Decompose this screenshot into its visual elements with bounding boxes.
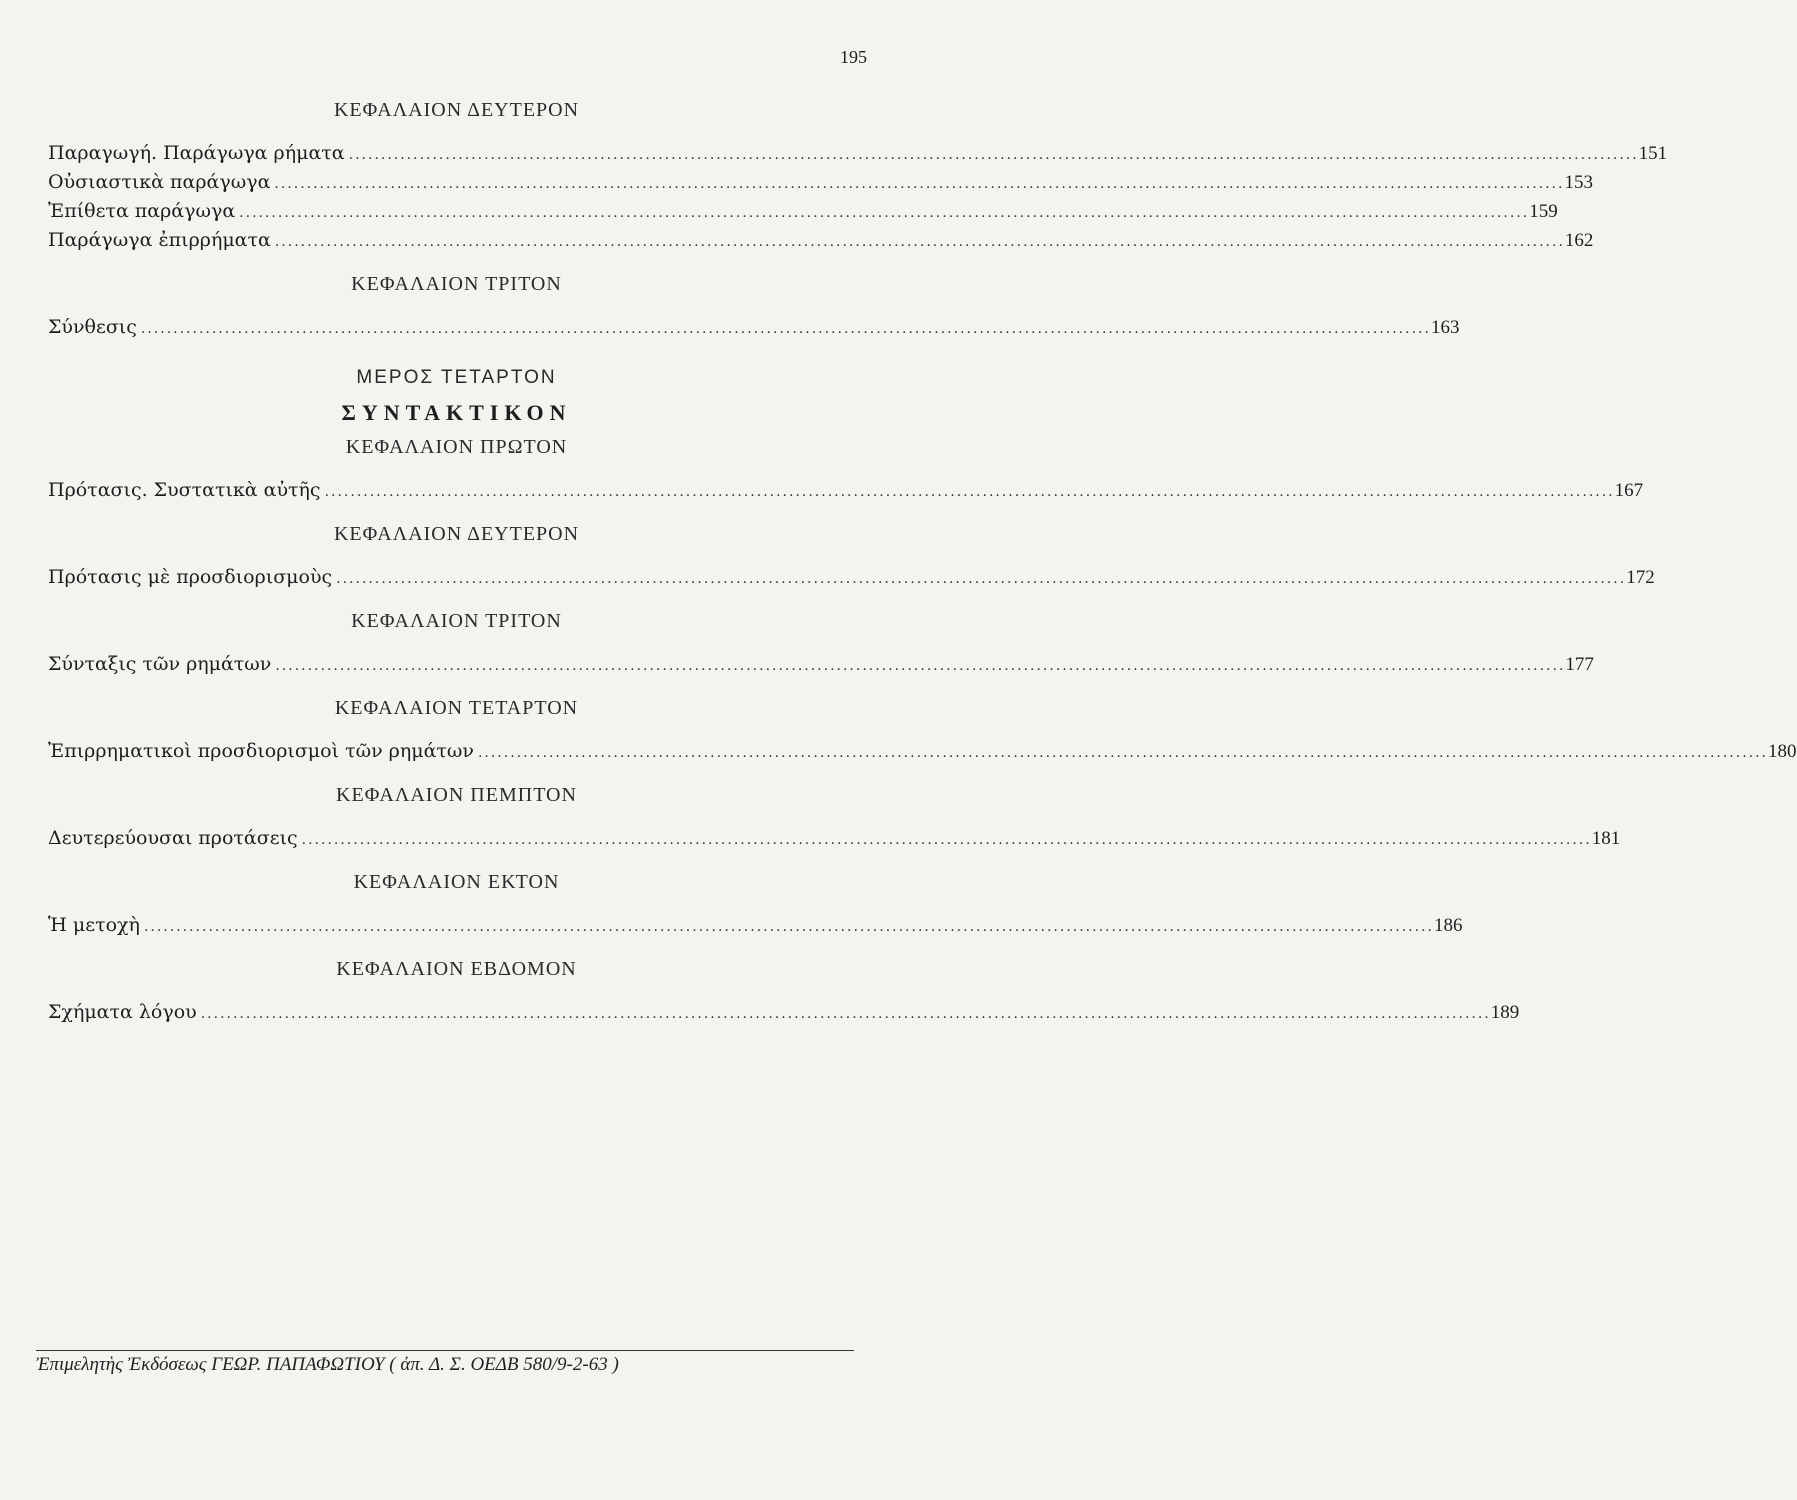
heading-gap [48,462,865,476]
chapter-heading: ΚΕΦΑΛΑΙΟΝ ΤΡΙΤΟΝ [351,273,562,295]
heading-gap [48,636,865,650]
footer-credit: Ἐπιμελητὴς Ἐκδόσεως ΓΕΩΡ. ΠΑΠΑΦΩΤΙΟΥ ( ἀπ. Δ. Σ. ΟΕΔΒ 580/9-2-63 ) [36,1354,619,1375]
heading-gap [48,984,865,998]
toc-entry-title: Ἐπίθετα παράγωγα [48,200,236,222]
toc-entry-title: Παράγωγα ἐπιρρήματα [48,229,271,251]
section-gap [48,592,865,606]
toc-entry-page: 167 [1614,480,1644,501]
toc-entry [48,737,1797,766]
toc-entry-page: 189 [1490,1002,1520,1023]
toc-entry-page: 153 [1564,172,1593,193]
toc-entry-title: Δευτερεύουσαι προτάσεις [48,827,298,849]
dot-leader: ........................................................................................................................................................................................................ [348,147,1639,163]
section-gap [48,679,865,693]
toc-entry-page: 151 [1638,143,1668,164]
heading-gap [48,125,865,139]
section-gap [48,940,865,954]
toc-entry-page: 181 [1591,828,1621,849]
heading-gap [48,549,865,563]
toc-entry [48,824,1621,853]
chapter-heading: ΚΕΦΑΛΑΙΟΝ ΔΕΥΤΕΡΟΝ [333,99,580,121]
dot-leader: ........................................................................................................................................................................................................ [140,321,1431,337]
chapter-heading: ΚΕΦΑΛΑΙΟΝ ΤΡΙΤΟΝ [351,610,562,632]
dot-leader: ........................................................................................................................................................................................................ [324,484,1615,500]
toc-entry-page: 172 [1626,567,1655,588]
toc-entry [48,998,1520,1027]
toc-entry-page: 180 [1768,741,1797,762]
toc-entry [48,168,1593,197]
section-gap [48,342,865,356]
heading-gap [48,299,865,313]
toc-entry [48,911,1463,940]
toc-entry-page: 177 [1565,654,1594,675]
dot-leader: ........................................................................................................................................................................................................ [301,832,1592,848]
toc-entry-title: Σχήματα λόγου [48,1001,197,1023]
toc-entry-title: Ἡ μετοχὴ [48,914,140,936]
dot-leader: ........................................................................................................................................................................................................ [200,1006,1491,1022]
footer-divider [36,1350,854,1351]
dot-leader: ........................................................................................................................................................................................................ [336,571,1627,587]
toc-entry-title: Πρότασις. Συστατικὰ αὐτῆς [48,479,321,501]
page-number: 195 [840,47,867,67]
chapter-heading: ΚΕΦΑΛΑΙΟΝ ΤΕΤΑΡΤΟΝ [334,697,579,719]
section-gap [48,853,865,867]
toc-entry [48,476,1644,505]
toc-entry-title: Ἐπιρρηματικοὶ προσδιορισμοὶ τῶν ρημάτων [48,740,474,762]
toc-entry [48,313,1460,342]
toc-entry [48,650,1594,679]
section-gap [48,766,865,780]
toc-entry-page: 163 [1430,317,1460,338]
heading-gap [48,810,865,824]
chapter-heading: ΚΕΦΑΛΑΙΟΝ ΠΕΜΠΤΟΝ [336,784,577,806]
dot-leader: ........................................................................................................................................................................................................ [274,234,1565,250]
toc-entry-page: 186 [1433,915,1463,936]
section-gap [48,505,865,519]
chapter-heading: ΚΕΦΑΛΑΙΟΝ ΕΚΤΟΝ [353,871,560,893]
toc-entry-page: 162 [1564,230,1594,251]
toc-entry-title: Πρότασις μὲ προσδιορισμοὺς [48,566,333,588]
chapter-heading: ΚΕΦΑΛΑΙΟΝ ΔΕΥΤΕΡΟΝ [333,523,580,545]
dot-leader: ........................................................................................................................................................................................................ [143,919,1434,935]
toc-entry-page: 159 [1529,201,1558,222]
chapter-heading: ΚΕΦΑΛΑΙΟΝ ΕΒΔΟΜΟΝ [336,958,577,980]
toc-entry-title: Σύνθεσις [48,316,137,338]
toc-entry [48,139,1668,168]
part-title: ΣΥΝΤΑΚΤΙΚΟΝ [341,400,572,425]
toc-entry [48,197,1558,226]
heading-gap [48,723,865,737]
heading-gap [48,897,865,911]
table-of-contents [48,95,1797,1027]
chapter-heading: ΚΕΦΑΛΑΙΟΝ ΠΡΩΤΟΝ [345,436,568,458]
dot-leader: ........................................................................................................................................................................................................ [477,745,1768,761]
toc-entry [48,563,1655,592]
toc-entry-title: Παραγωγή. Παράγωγα ρήματα [48,142,345,164]
dot-leader: ........................................................................................................................................................................................................ [239,205,1530,221]
dot-leader: ........................................................................................................................................................................................................ [275,658,1566,674]
section-gap [48,255,865,269]
toc-entry-title: Οὐσιαστικὰ παράγωγα [48,171,271,193]
toc-entry [48,226,1594,255]
toc-entry-title: Σύνταξις τῶν ρημάτων [48,653,272,675]
dot-leader: ........................................................................................................................................................................................................ [274,176,1565,192]
part-heading: ΜΕΡΟΣ ΤΕΤΑΡΤΟΝ [356,367,557,388]
